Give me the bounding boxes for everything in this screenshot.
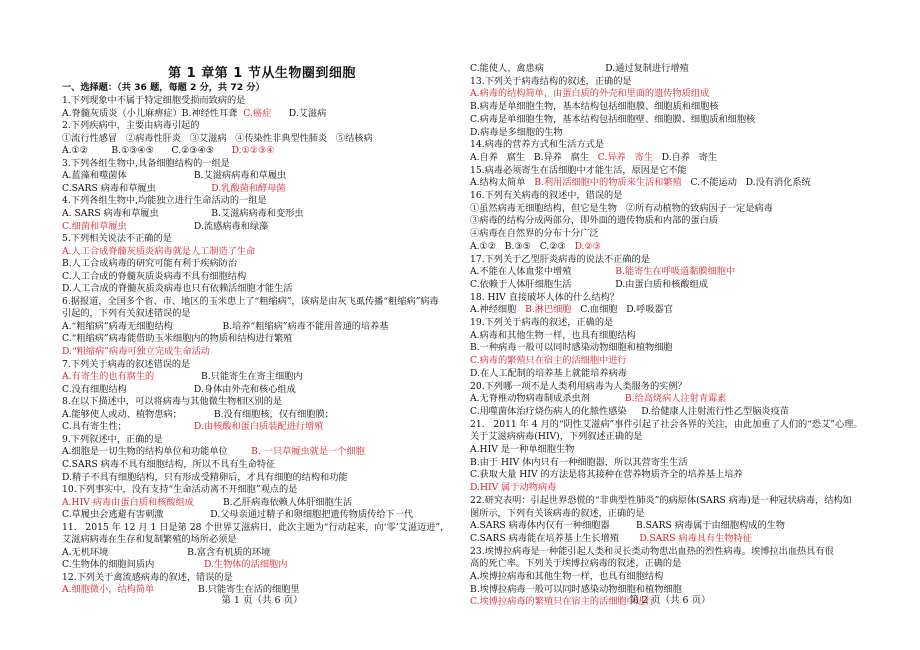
line-text: 12.下列关于禽流感病毒的叙述，错误的是: [62, 571, 233, 583]
text-line: [62, 257, 237, 270]
page-1-footer: 第 1 页（共 6 页）: [221, 595, 303, 606]
line-text: ①虽然病毒无细胞结构，但它是生物 ②所有动植物的致病因子一定是病毒: [470, 202, 773, 214]
text-line: [470, 214, 718, 227]
line-text: C.SARS 病毒不具有细胞结构，所以不具有生命特征: [62, 458, 276, 470]
line-text: 18. HIV 直接破坏人体的什么结构？: [470, 291, 619, 303]
line-text: A.①② B.①③④⑤ C.②③④⑤: [62, 145, 232, 157]
line-text: ④病毒在自然界的分布十分广泛: [470, 228, 599, 240]
text-line: [470, 138, 604, 151]
text-line: [470, 253, 650, 266]
text-line: [62, 533, 237, 546]
line-text: 23.埃博拉病毒是一种能引起人类和灵长类动物患出血热的烈性病毒。埃博拉出血热具有很: [470, 545, 834, 557]
line-text: A.蓝藻和噬菌体 B.艾滋病病毒和草履虫: [62, 170, 287, 182]
text-line: [62, 270, 246, 283]
text-line: [470, 456, 688, 469]
line-text: ①流行性感冒 ②病毒性肝炎 ③艾滋病 ④传染性非典型性肺炎 ⑤结核病: [62, 132, 373, 144]
page-1-column: [62, 0, 462, 650]
line-text: 3.下列各组生物中,具备细胞结构的一组是: [62, 157, 230, 169]
text-line: [470, 62, 689, 75]
answer-text: C.细菌和草履虫: [62, 220, 127, 232]
line-text: C.能使人、禽患病 D.通过复制进行增殖: [470, 63, 689, 74]
line-text: D.自养 寄生: [652, 151, 718, 163]
line-text: A. SARS 病毒和草履虫 B.艾滋病病毒和变形虫: [62, 207, 304, 219]
line-text: C.没有细胞结构 D.身体由外壳和核心组成: [62, 383, 296, 395]
text-line: [62, 245, 255, 258]
text-line: [470, 557, 681, 570]
line-text: 22.研究表明：引起世界恐慌的“非典型性肺炎”的病原体(SARS 病毒)是一种冠状病毒，结构如: [470, 494, 852, 506]
text-line: [62, 433, 163, 446]
line-text: B.人工合成病毒的研究可能有利于疾病防治: [62, 258, 238, 270]
line-text: 图所示，下列有关该病毒的叙述，正确的是: [470, 507, 645, 519]
text-line: [470, 278, 708, 291]
text-line: [470, 392, 726, 405]
text-line: [62, 157, 230, 170]
line-text: C.草履虫会逃避有害刺激 D.父母亲通过精子和卵细胞把遗传物质传给下一代: [62, 509, 414, 521]
section-header: 一、选择题：（共 36 题，每题 2 分，共 72 分）: [62, 82, 265, 93]
text-line: [470, 87, 709, 100]
line-text: 10.下列事实中，没有支持“生命活动离不开细胞”观点的是: [62, 484, 298, 496]
line-text: A.自养 腐生 B.异养 腐生: [470, 151, 598, 163]
answer-text: C.埃博拉病毒的繁殖只在宿主的活细胞中进行: [470, 596, 655, 608]
line-text: C.依赖于人体肝细胞生活 D.由蛋白质和核酸组成: [470, 278, 708, 290]
line-text: D.在人工配制的培养基上就能培养病毒: [470, 367, 627, 379]
text-line: [62, 571, 233, 584]
line-text: 8.在以下描述中，可以将病毒与其他微生物相区别的是: [62, 396, 283, 408]
line-text: 6.据报道，全国多个省、市、地区的玉米患上了“粗缩病”，该病是由灰飞虱传播“粗缩病”病毒: [62, 295, 439, 307]
line-text: C.病毒是单细胞生物，基本结构包括细胞壁、细胞膜、细胞质和细胞核: [470, 113, 756, 125]
line-text: C.生物体的细胞间质内: [62, 559, 204, 571]
line-text: B.病毒是单细胞生物，基本结构包括细胞膜、细胞质和细胞核: [470, 101, 719, 113]
line-text: C.具有寄生性；: [62, 421, 194, 433]
answer-text: D.乳酸菌和酵母菌: [211, 182, 286, 194]
answer-text: B.给高烧病人注射青霉素: [624, 393, 727, 405]
text-line: [62, 370, 303, 383]
text-line: [62, 232, 172, 245]
answer-text: C.癌症: [243, 107, 272, 119]
text-line: [470, 303, 673, 316]
text-line: [62, 144, 275, 157]
text-line: [62, 383, 296, 396]
line-text: 高的死亡率。下列关于埃博拉病毒的叙述，正确的是: [470, 558, 682, 570]
line-text: 7.下列关于病毒的叙述错误的是: [62, 358, 191, 370]
text-line: [470, 151, 717, 164]
text-line: [470, 380, 687, 393]
text-line: [470, 354, 627, 367]
text-line: [470, 367, 627, 380]
line-text: A.埃博拉病毒和其他生物一样，也具有细胞结构: [470, 571, 664, 582]
text-line: [62, 132, 373, 145]
line-text: 9.下列叙述中，正确的是: [62, 433, 163, 445]
answer-text: D.HIV 属于动物病毒: [470, 482, 557, 494]
line-text: A.能够使人或动、植物患病； B.没有细胞核，仅有细胞膜；: [62, 408, 334, 420]
text-line: [62, 345, 210, 358]
line-text: C.获取大量 HIV 的方法是将其接种在营养物质齐全的培养基上培养: [470, 469, 743, 481]
line-text: ③病毒的结构分成两部分，即外面的遗传物质和内部的蛋白质: [470, 215, 719, 227]
line-text: A.无机环境 B.富含有机质的环境: [62, 546, 271, 558]
text-line: [470, 75, 632, 88]
line-text: A.脊髓灰质炎（小儿麻痹症）B.神经性耳聋: [62, 107, 244, 119]
text-line: [62, 169, 286, 182]
line-text: 17.下列关于乙型肝炎病毒的说法不正确的是: [470, 253, 650, 265]
text-line: [470, 100, 719, 113]
line-text: D.精子不具有细胞结构，只有形成受精卵后，才具有细胞的结构和功能: [62, 471, 348, 483]
text-line: [62, 420, 323, 433]
text-line: [62, 320, 389, 333]
text-line: [62, 395, 282, 408]
text-line: [62, 94, 245, 107]
text-line: [470, 240, 601, 253]
line-text: 21. 2011 年 4 月的“阴性艾滋病”事件引起了社会各界的关注，由此加重了人们的“恐艾”心理。: [470, 418, 863, 430]
text-line: [470, 468, 743, 481]
line-text: A.细胞是一切生物的结构单位和功能单位: [62, 446, 252, 458]
text-line: [470, 418, 863, 431]
answer-text: B. 一只草履虫就是一个细胞: [251, 446, 365, 458]
line-text: 1.下列现象中不属于特定细胞受损而致病的是: [62, 95, 246, 106]
text-line: [470, 545, 834, 558]
answer-text: B.能寄生在呼吸道黏膜细胞中: [615, 266, 736, 278]
line-text: 20.下列哪一项不是人类利用病毒为人类服务的实例？: [470, 380, 687, 392]
text-line: [470, 519, 785, 532]
line-text: D.流感病毒和绿藻: [126, 220, 269, 232]
line-text: A.不能在人体血浆中增殖: [470, 266, 616, 278]
text-line: [470, 227, 599, 240]
line-text: B.只能寄生在活的细胞里: [154, 584, 300, 596]
answer-text: D.“粗缩病”病毒可独立完成生命活动: [62, 346, 210, 357]
page-2-footer: 第 2 页（共 6 页）: [629, 595, 711, 606]
text-line: [62, 182, 286, 195]
text-line: [62, 332, 292, 345]
text-line: [470, 430, 642, 443]
line-text: C.用噬菌体治疗烧伤病人的化脓性感染 D.给健康人注射流行性乙型脑炎疫苗: [470, 405, 789, 417]
text-line: [62, 194, 267, 207]
answer-text: A.人工合成脊髓灰质炎病毒就是人工制造了生命: [62, 245, 256, 257]
page-2-column: [470, 0, 870, 650]
answer-text: D.①②③④: [231, 145, 275, 157]
line-text: B.只能寄生在寄主细胞内: [154, 371, 303, 383]
text-line: [62, 458, 275, 471]
text-line: [62, 483, 297, 496]
line-text: D.艾滋病: [271, 107, 327, 119]
line-text: 艾滋病病毒在生存和复制繁殖的场所必须是: [62, 534, 237, 546]
line-text: A.SARS 病毒体内仅有一种细胞器 B.SARS 病毒属于由细胞构成的生物: [470, 520, 785, 532]
line-text: 14.病毒的营养方式和生活方式是: [470, 139, 605, 151]
line-text: B.埃博拉病毒一般可以同时感染动物细胞和植物细胞: [470, 583, 682, 595]
text-line: [470, 126, 563, 139]
answer-text: A.病毒的结构简单，由蛋白质的外壳和里面的遗传物质组成: [470, 88, 710, 100]
answer-text: B.淋巴细胞: [525, 304, 572, 316]
text-line: [62, 358, 190, 371]
text-line: [62, 445, 365, 458]
line-text: D.人工合成的脊髓灰质炎病毒也只有依赖活细胞才能生活: [62, 283, 293, 295]
answer-text: A.HIV 病毒由蛋白质和核酸组成: [62, 496, 194, 508]
line-text: C.人工合成的脊髓灰质炎病毒不具有细胞结构: [62, 270, 247, 282]
answer-text: D.SARS 病毒具有生物特征: [639, 532, 752, 544]
text-line: [470, 316, 613, 329]
answer-text: D.由核酸和蛋白质装配进行增殖: [193, 421, 324, 433]
answer-text: A.细胞微小，结构简单: [62, 584, 155, 596]
text-line: [62, 471, 348, 484]
line-text: 引起的，下列有关叙述错误的是: [62, 308, 191, 320]
text-line: [470, 494, 852, 507]
text-line: [470, 329, 636, 342]
line-text: A.病毒和其他生物一样，也具有细胞结构: [470, 329, 636, 341]
line-text: 19.下列关于病毒的叙述，正确的是: [470, 317, 614, 328]
text-line: [62, 508, 413, 521]
line-text: 15.病毒必须寄生在活细胞中才能生活，原因是它不能: [470, 164, 687, 176]
text-line: [62, 220, 268, 233]
line-text: A.“粗缩病”病毒无细胞结构 B.培养“粗缩病”病毒不能用普通的培养基: [62, 320, 389, 332]
document-title: 第 1 章第 1 节从生物圈到细胞: [168, 66, 356, 81]
text-line: [470, 405, 789, 418]
line-text: 13.下列关于病毒结构的叙述，正确的是: [470, 75, 632, 87]
line-text: C.血细胞 D.呼吸器官: [571, 304, 673, 316]
text-line: [470, 202, 773, 215]
text-line: [62, 546, 270, 559]
answer-text: D.②③: [574, 240, 601, 252]
text-line: [470, 532, 752, 545]
line-text: A.神经细胞: [470, 304, 526, 316]
text-line: [62, 107, 326, 120]
line-text: 关于艾滋病病毒(HIV)，下列叙述正确的是: [470, 431, 643, 443]
text-line: [470, 481, 556, 494]
text-line: [470, 570, 663, 583]
answer-text: C.异养 寄生: [597, 151, 653, 163]
line-text: C.“粗缩病”病毒能借助玉米细胞内的物质和结构进行繁殖: [62, 333, 293, 345]
text-line: [62, 282, 292, 295]
text-line: [62, 119, 199, 132]
text-line: [470, 164, 687, 177]
text-line: [62, 307, 191, 320]
text-line: [470, 113, 755, 126]
text-line: [470, 265, 735, 278]
line-text: 4.下列各组生物中,均能独立进行生命活动的一组是: [62, 195, 267, 207]
line-text: B.由于 HIV 体内只有一种细胞器，所以其营寄生生活: [470, 456, 688, 468]
answer-text: A.有寄生的也有腐生的: [62, 371, 155, 383]
line-text: D.病毒是多细胞的生物: [470, 126, 563, 138]
text-line: [62, 295, 439, 308]
line-text: B.一种病毒一般可以同时感染动物细胞和植物细胞: [470, 342, 673, 354]
text-line: [470, 176, 811, 189]
answer-text: D.生物体的活细胞内: [203, 559, 288, 571]
text-line: [62, 496, 352, 509]
line-text: A.HIV 是一种单细胞生物: [470, 444, 575, 455]
line-text: B.乙肝病毒依赖人体肝细胞生活: [193, 496, 353, 508]
line-text: 11. 2015 年 12 月 1 日是第 28 个世界艾滋病日，此次主题为“行动起来，向‘零’艾滋迈进”，: [62, 521, 450, 533]
line-text: 16.下列有关病毒的叙述中，错误的是: [470, 190, 623, 201]
text-line: [62, 558, 287, 571]
answer-text: C.病毒的繁殖只在宿主的活细胞中进行: [470, 355, 627, 367]
text-line: [470, 443, 574, 456]
line-text: 5.下列相关说法不正确的是: [62, 233, 172, 245]
text-line: [470, 341, 673, 354]
text-line: [62, 521, 449, 534]
line-text: A.无脊椎动物病毒制成杀虫剂: [470, 393, 625, 405]
text-line: [62, 408, 334, 421]
text-line: [62, 207, 304, 220]
text-line: [470, 189, 622, 202]
line-text: C.SARS 病毒能在培养基上生长增殖: [470, 532, 640, 544]
text-line: [470, 291, 619, 304]
answer-text: B.利用活细胞中的物质来生活和繁殖: [534, 177, 682, 189]
line-text: C.SARS 病毒和草履虫: [62, 182, 212, 194]
line-text: 2.下列疾病中，主要由病毒引起的: [62, 120, 200, 132]
line-text: A.结构太简单: [470, 177, 535, 189]
text-line: [470, 507, 645, 520]
line-text: A.①② B.③⑤ C.②③: [470, 240, 575, 252]
line-text: C.不能运动 D.没有消化系统: [681, 177, 811, 189]
